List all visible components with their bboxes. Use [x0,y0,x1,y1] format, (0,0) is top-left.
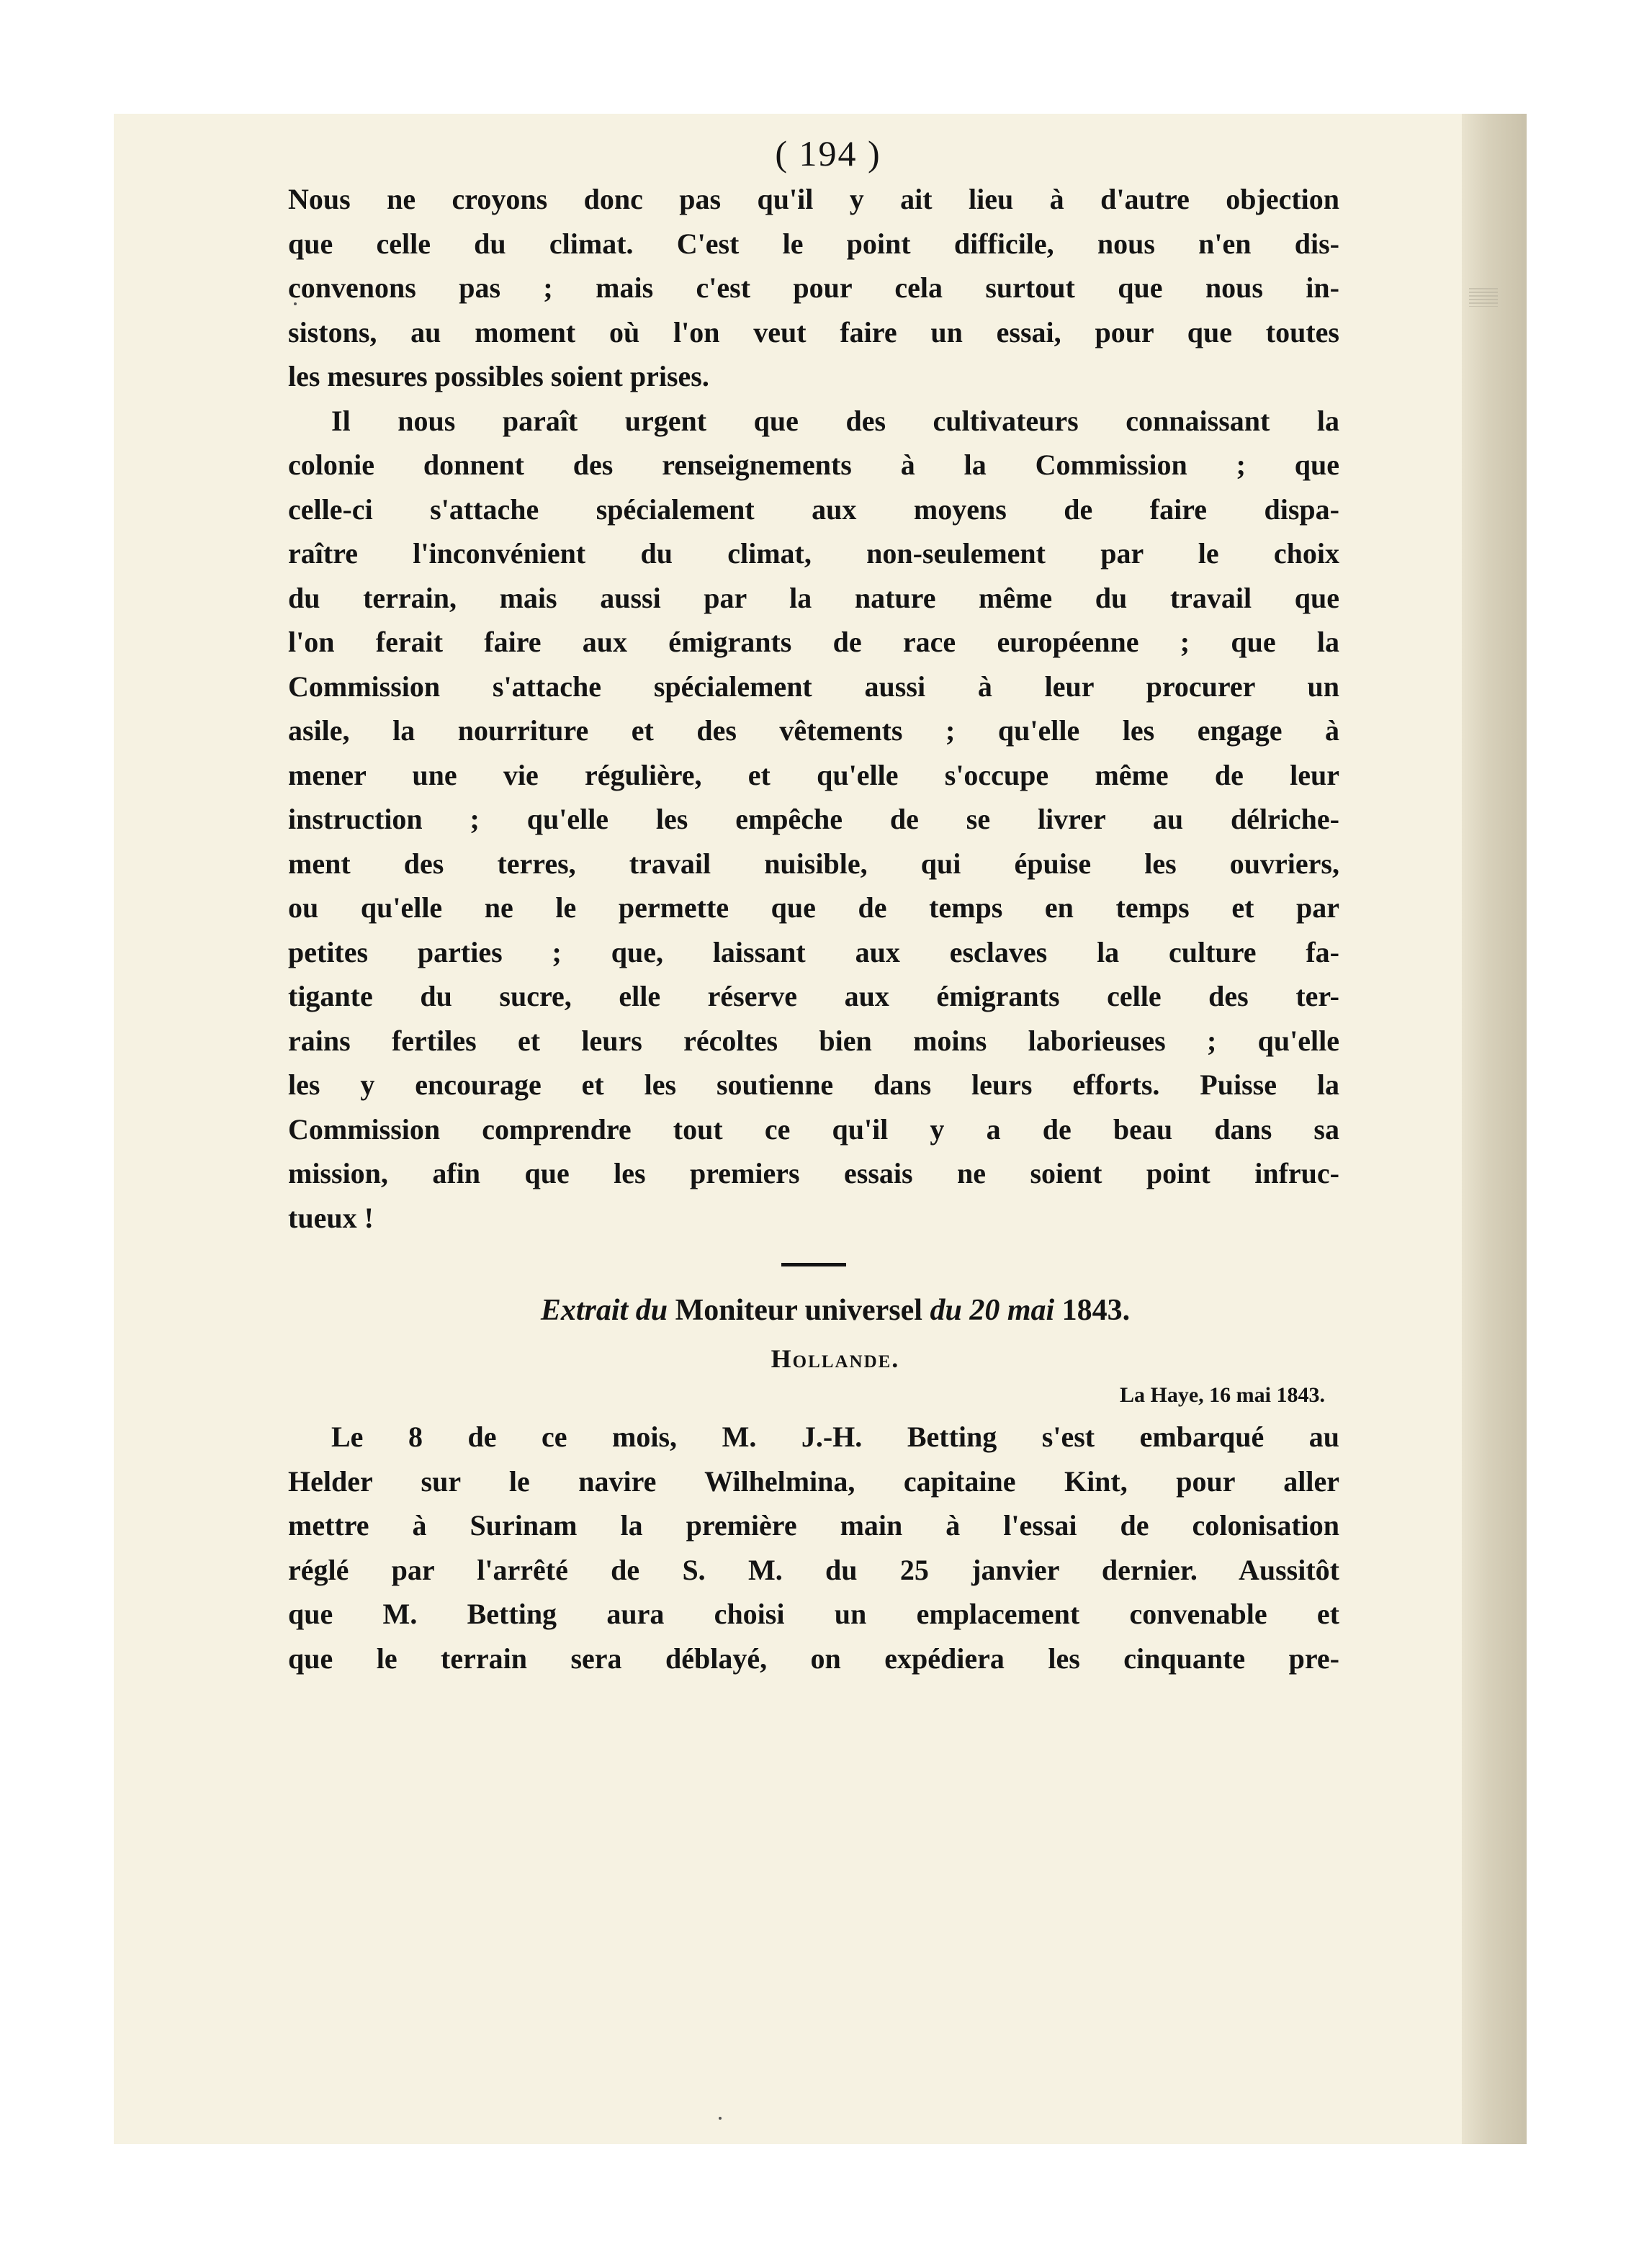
source-extrait: Extrait du [540,1294,668,1327]
text-line: tigante du sucre, elle réserve aux émigrants celle des ter- [288,980,1339,1012]
text-line: convenons pas ; mais c'est pour cela surtout que nous in- [288,271,1339,304]
text-line: que celle du climat. C'est le point difficile, nous n'en dis- [288,227,1339,260]
text-line: colonie donnent des renseignements à la Commission ; que [288,449,1339,481]
text-line: Nous ne croyons donc pas qu'il y ait lieu à d'autre objection [288,183,1339,215]
edge-mark [1469,288,1498,307]
text-line: rains fertiles et leurs récoltes bien moins laborieuses ; qu'elle [288,1024,1339,1057]
text-line: raître l'inconvénient du climat, non-seulement par le choix [288,537,1339,570]
text-line: ou qu'elle ne le permette que de temps en temps et par [288,891,1339,924]
text-line: tueux ! [288,1201,374,1234]
text-line: Il nous paraît urgent que des cultivateurs connaissant la [331,404,1339,437]
text-line: mener une vie régulière, et qu'elle s'occupe même de leur [288,758,1339,791]
text-line: mettre à Surinam la première main à l'essai de colonisation [288,1509,1339,1542]
text-line: les mesures possibles soient prises. [288,360,709,392]
source-date: 20 mai [969,1294,1055,1327]
text-line: asile, la nourriture et des vêtements ; qu'elle les engage à [288,714,1339,747]
text-line: Commission s'attache spécialement aussi à leur procurer un [288,670,1339,703]
text-line: Helder sur le navire Wilhelmina, capitaine Kint, pour aller [288,1464,1339,1498]
text-line: celle-ci s'attache spécialement aux moyens de faire dispa- [288,492,1339,526]
text-line: Commission comprendre tout ce qu'il y a de beau dans sa [288,1112,1339,1146]
page-edge-shadow [1462,114,1527,2144]
section-heading: Hollande. [771,1344,900,1373]
text-line: ment des terres, travail nuisible, qui épuise les ouvriers, [288,847,1339,880]
source-du: du [930,1294,962,1327]
text-line: les y encourage et les soutienne dans leurs efforts. Puisse la [288,1068,1339,1101]
text-line: du terrain, mais aussi par la nature même du travail que [288,581,1339,614]
text-line: que M. Betting aura choisi un emplacement convenable et [288,1598,1339,1630]
text-line: instruction ; qu'elle les empêche de se livrer au délriche- [288,803,1339,835]
section-divider [781,1263,846,1266]
paragraph-3 [288,1415,1339,1680]
page-text [288,130,1339,1680]
source-citation [331,1287,1339,1334]
ink-speck [719,2117,722,2120]
dateline: La Haye, 16 mai 1843. [1120,1383,1325,1407]
text-line: mission, afin que les premiers essais ne soient point infruc- [288,1157,1339,1189]
page-number: ( 194 ) [775,133,881,174]
text-line: petites parties ; que, laissant aux esclaves la culture fa- [288,935,1339,968]
paragraph-1 [288,177,1339,399]
paragraph-2 [288,399,1339,1241]
source-title: Moniteur universel [675,1294,922,1327]
text-line: sistons, au moment où l'on veut faire un essai, pour que toutes [288,315,1339,348]
source-year: 1843. [1061,1294,1131,1327]
text-line: que le terrain sera déblayé, on expédiera les cinquante pre- [288,1642,1339,1675]
text-line: Le 8 de ce mois, M. J.-H. Betting s'est embarqué au [331,1421,1339,1453]
text-line: l'on ferait faire aux émigrants de race européenne ; que la [288,626,1339,658]
text-line: réglé par l'arrêté de S. M. du 25 janvier dernier. Aussitôt [288,1553,1339,1586]
